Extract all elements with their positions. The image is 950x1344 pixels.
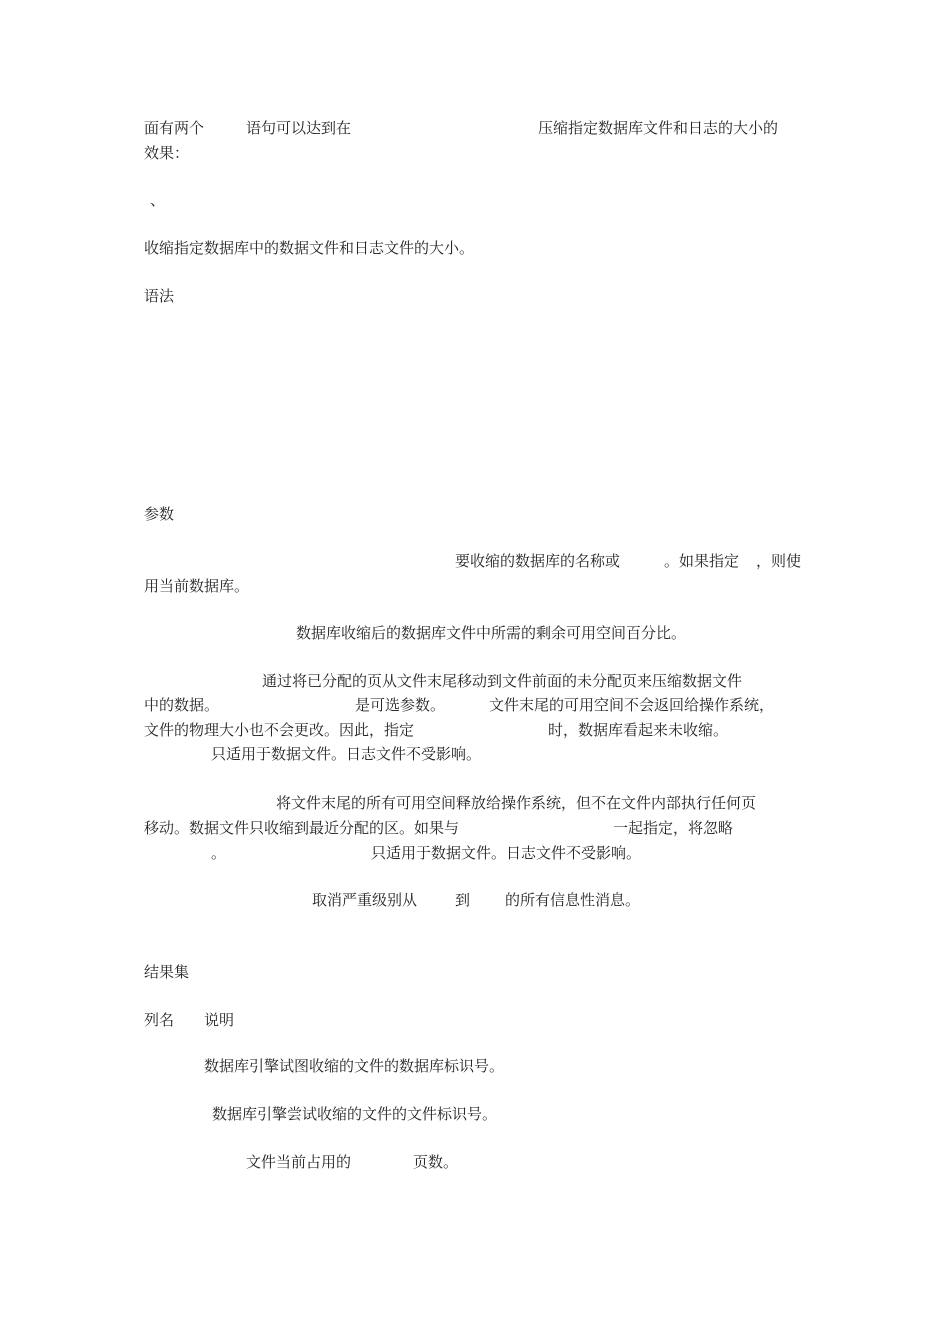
param1-text-line2: 用当前数据库。 xyxy=(144,577,250,595)
syntax-heading: 语法 xyxy=(144,287,175,305)
param4-line2-a: 移动。数据文件只收缩到最近分配的区。如果与 xyxy=(144,819,460,837)
param5-text-c: 的所有信息性消息。 xyxy=(505,891,641,909)
column-description: 数据库引擎尝试收缩的文件的文件标识号。 xyxy=(212,1105,498,1123)
column-description-a: 文件当前占用的 xyxy=(246,1153,352,1171)
param3-line4: 只适用于数据文件。日志文件不受影响。 xyxy=(211,745,482,763)
param3-line2-b: 是可选参数。 xyxy=(355,696,446,714)
param3-line2-a: 中的数据。 xyxy=(144,696,220,714)
column-name-header: 列名 xyxy=(144,1011,175,1029)
param5-text-a: 取消严重级别从 xyxy=(312,891,418,909)
param3-line1: 通过将已分配的页从文件末尾移动到文件前面的未分配页来压缩数据文件 xyxy=(262,672,743,690)
param5-text-b: 到 xyxy=(455,891,471,909)
param1-text-c: ，则使 xyxy=(756,552,802,570)
param4-line1: 将文件末尾的所有可用空间释放给操作系统，但不在文件内部执行任何页 xyxy=(276,794,757,812)
params-heading: 参数 xyxy=(144,505,175,523)
param1-text-b: 。如果指定 xyxy=(664,552,740,570)
param2-text: 数据库收缩后的数据库文件中所需的剩余可用空间百分比。 xyxy=(296,624,687,642)
param4-line3-a: 。 xyxy=(211,844,227,862)
resultset-heading: 结果集 xyxy=(144,963,190,981)
param4-line3-b: 只适用于数据文件。日志文件不受影响。 xyxy=(371,844,642,862)
section-marker: 、 xyxy=(150,191,166,209)
column-description: 数据库引擎试图收缩的文件的数据库标识号。 xyxy=(204,1057,505,1075)
param4-line2-b: 一起指定，将忽略 xyxy=(613,819,734,837)
intro-text-2: 语句可以达到在 xyxy=(246,119,352,137)
param3-line3-b: 时，数据库看起来未收缩。 xyxy=(548,721,729,739)
intro-text-3: 压缩指定数据库文件和日志的大小的 xyxy=(538,119,779,137)
param3-line2-c: 文件末尾的可用空间不会返回给操作系统， xyxy=(489,696,775,714)
column-desc-header: 说明 xyxy=(204,1011,235,1029)
section-description: 收缩指定数据库中的数据文件和日志文件的大小。 xyxy=(144,239,475,257)
intro-text-4: 效果： xyxy=(144,144,190,162)
param3-line3-a: 文件的物理大小也不会更改。因此，指定 xyxy=(144,721,415,739)
column-description-b: 页数。 xyxy=(413,1153,459,1171)
param1-text-a: 要收缩的数据库的名称或 xyxy=(455,552,621,570)
intro-text-1: 面有两个 xyxy=(144,119,205,137)
